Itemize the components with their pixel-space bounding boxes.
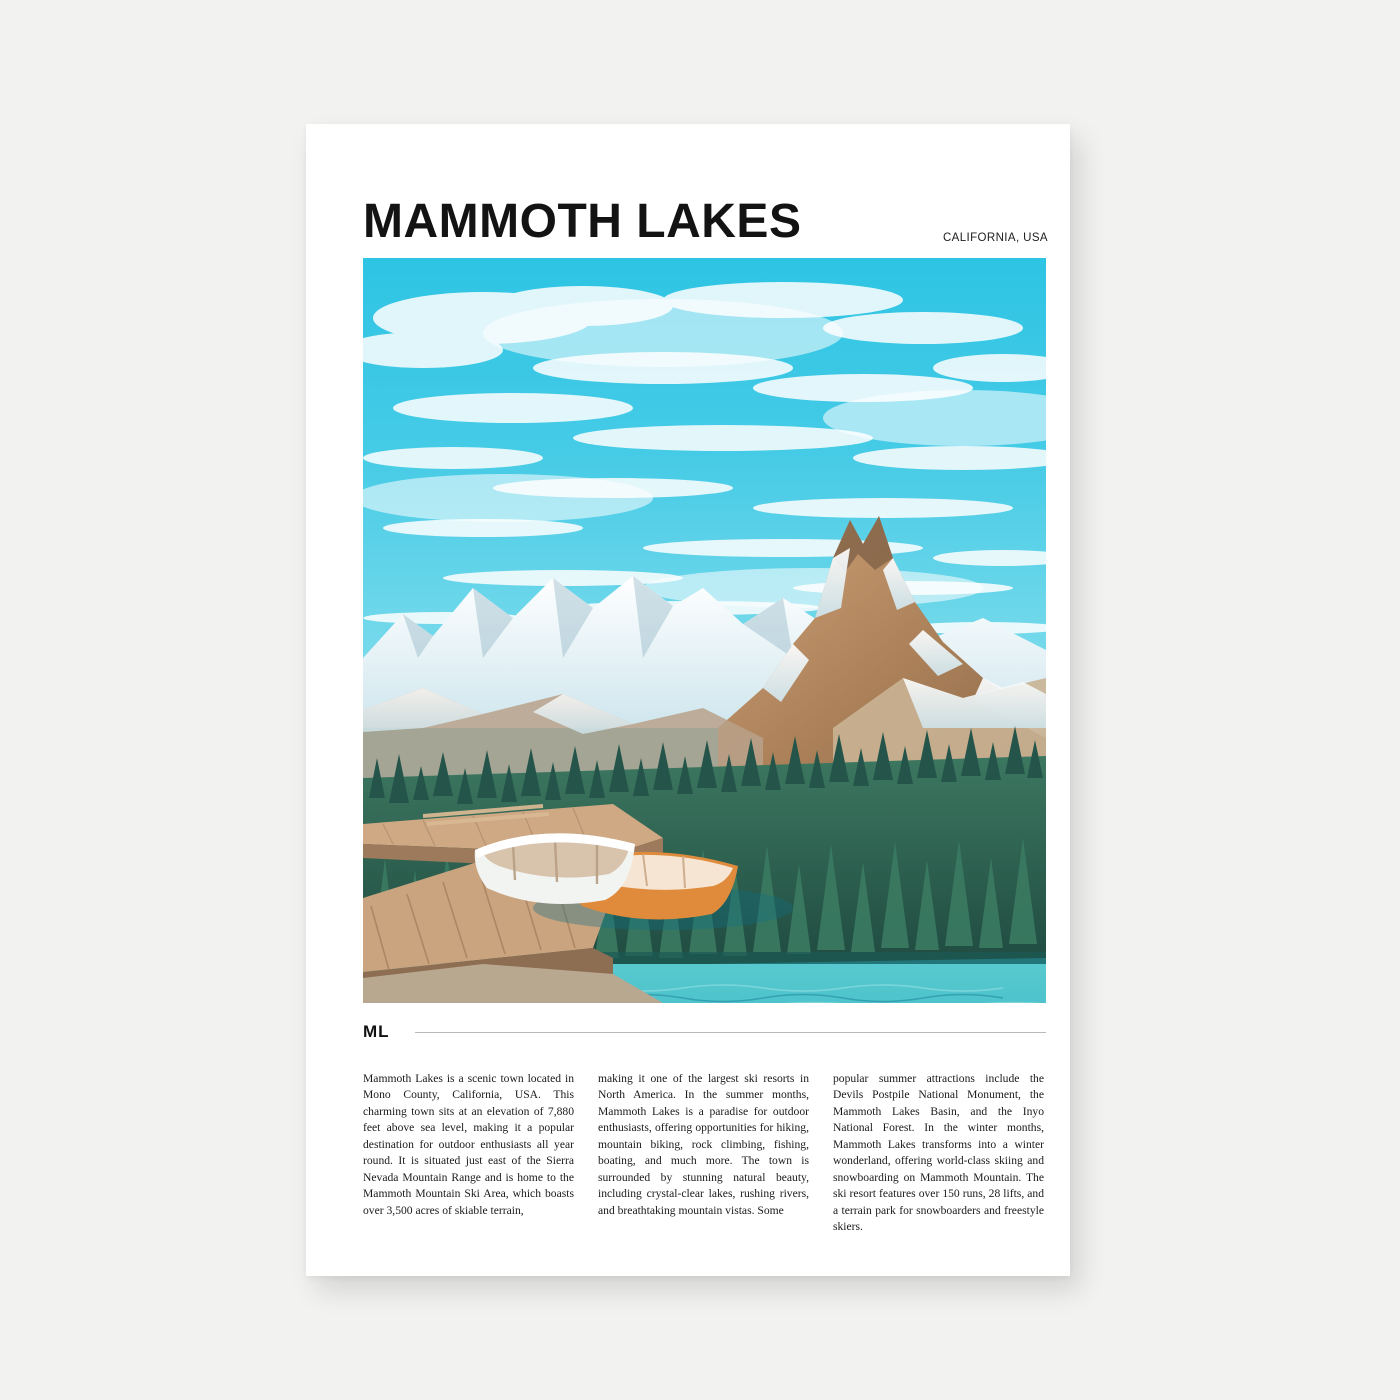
description-columns bbox=[363, 1071, 1046, 1236]
poster-inner bbox=[363, 124, 1048, 1276]
description-column-2: making it one of the largest ski resorts in North America. In the summer months, Mammoth Lakes is a paradise for outdoor enthusiasts, offering opportunities for hiking, mountain biking, rock climbing, fishing, boating, and much more. The town is surrounded by stunning natural beauty, including crystal-clear lakes, rushing rivers, and breathtaking mountain vistas. Some bbox=[598, 1072, 809, 1217]
travel-poster bbox=[306, 124, 1070, 1276]
horizontal-rule bbox=[415, 1032, 1046, 1033]
page-title: MAMMOTH LAKES bbox=[363, 195, 802, 248]
poster-photo bbox=[363, 258, 1046, 1003]
poster-subtitle: CALIFORNIA, USA bbox=[942, 232, 1048, 244]
poster-header bbox=[363, 195, 1048, 258]
monogram: ML bbox=[363, 1022, 390, 1041]
description-column-3: popular summer attractions include the Devils Postpile National Monument, the Mammoth Lakes Basin, and the Inyo National Forest. In the winter months, Mammoth Lakes transforms into a winter wonderland, offering world-class skiing and snowboarding on Mammoth Mountain. The ski resort features over 150 runs, 28 lifts, and a terrain park for snowboarders and freestyle skiers. bbox=[833, 1072, 1044, 1234]
poster-divider bbox=[363, 1022, 1046, 1044]
description-column-1: Mammoth Lakes is a scenic town located in Mono County, California, USA. This charming town sits at an elevation of 7,880 feet above sea level, making it a popular destination for outdoor enthusiasts all year round. It is situated just east of the Sierra Nevada Mountain Range and is home to the Mammoth Mountain Ski Area, which boasts over 3,500 acres of skiable terrain, bbox=[363, 1072, 574, 1217]
landscape-illustration bbox=[363, 258, 1046, 1003]
